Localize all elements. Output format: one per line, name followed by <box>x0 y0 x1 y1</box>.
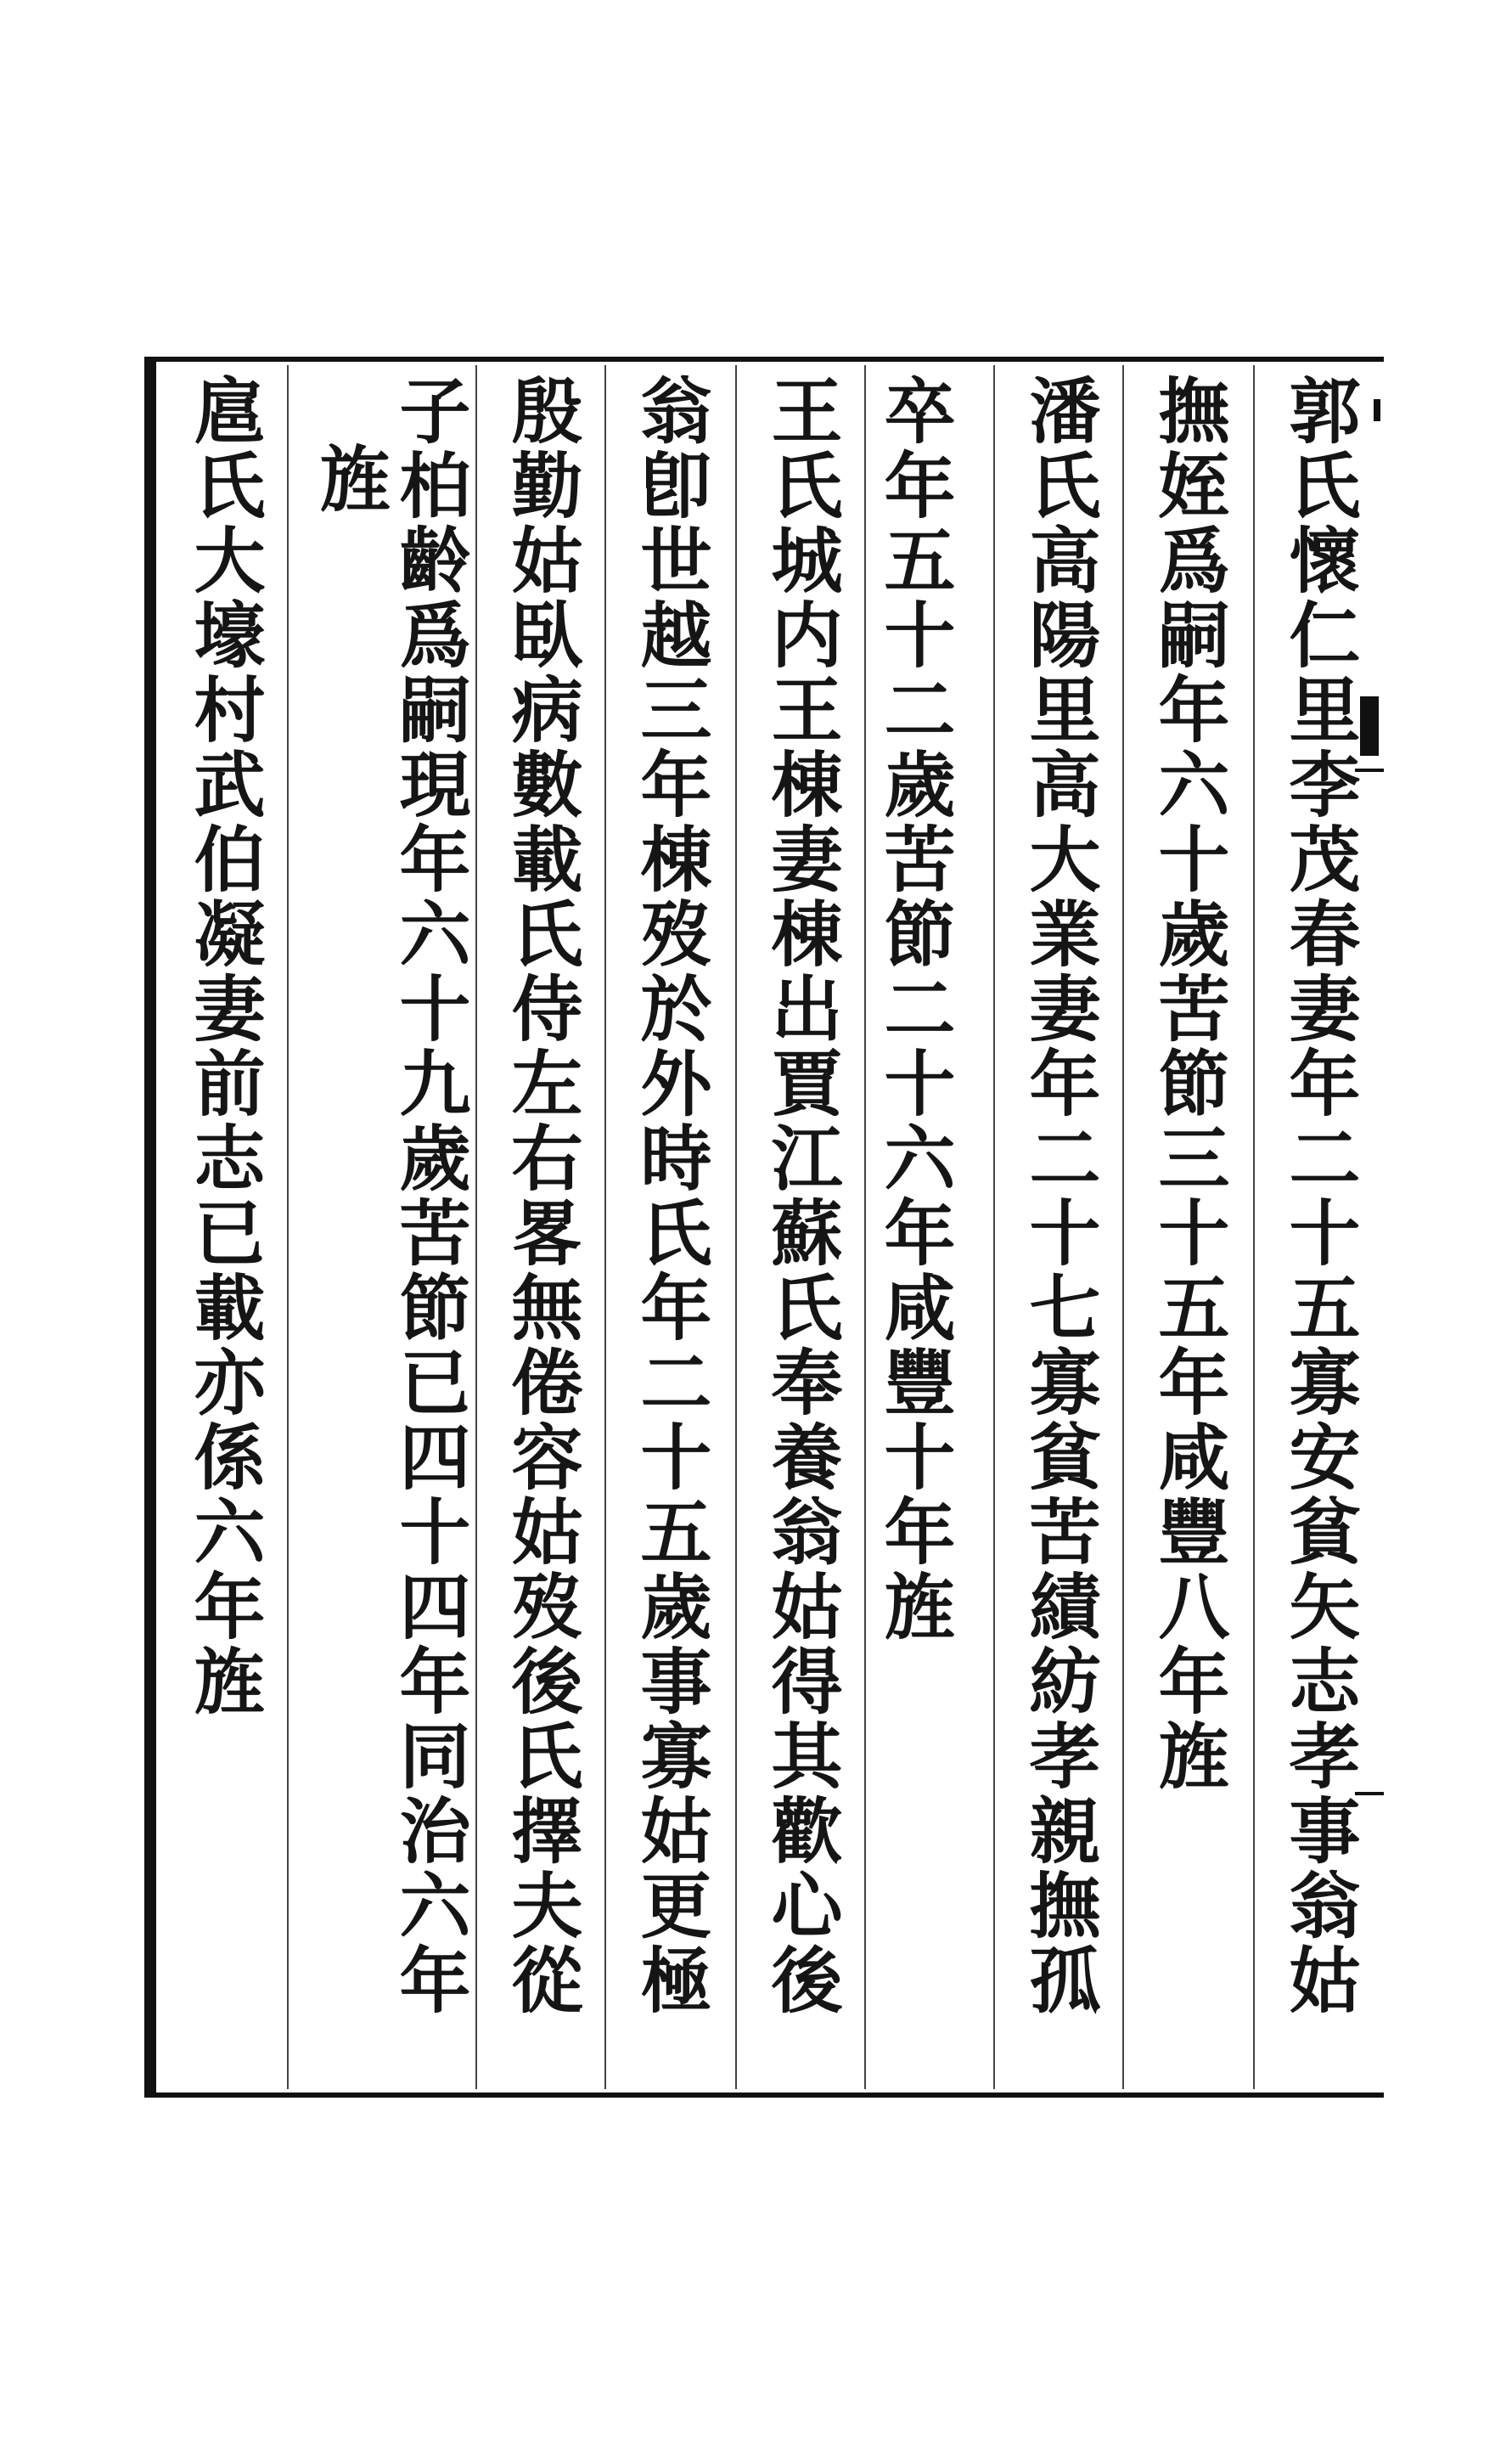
column-rule <box>993 365 995 2089</box>
column-rule <box>604 365 606 2089</box>
column-rule <box>1253 365 1255 2089</box>
column-text: 子柏齡爲嗣現年六十九歲苦節已四十四年同治六年 <box>388 374 472 2018</box>
text-column-4 <box>873 374 978 2098</box>
text-column-1 <box>1272 374 1367 2098</box>
honor-mark: 旌 <box>873 1569 957 1644</box>
honor-mark: 旌 <box>1147 1719 1231 1794</box>
text-column-6 <box>623 374 718 2098</box>
honor-mark: 旌 <box>183 1644 267 1719</box>
text-column-3 <box>1012 374 1107 2098</box>
text-column-5 <box>754 374 849 2098</box>
column-rule <box>1122 365 1124 2089</box>
column-text: 王氏城内王棟妻棟出賈江蘇氏奉養翁姑得其歡心後 <box>760 374 844 2018</box>
column-text: 殷勤姑臥病數載氏侍左右畧無倦容姑歿後氏擇夫從 <box>500 374 584 2018</box>
column-text: 撫姪爲嗣年六十歲苦節三十五年咸豐八年 <box>1147 374 1231 1719</box>
column-text: 扈氏大壕村武伯凝妻前志已載亦係六年 <box>183 374 267 1644</box>
column-text: 郭氏懷仁里李茂春妻年二十五寡安貧矢志孝事翁姑 <box>1278 374 1362 2018</box>
frame-edge-mark <box>1374 399 1380 421</box>
column-text: 潘氏高陽里高大業妻年二十七寡貧苦績紡孝親撫孤 <box>1018 374 1102 2018</box>
text-column-10 <box>177 374 272 2098</box>
column-text: 翁卽世越三年棟歿於外時氏年二十五歲事寡姑更極 <box>629 374 713 2018</box>
column-rule <box>287 365 289 2089</box>
text-column-7 <box>494 374 589 2098</box>
column-text: 卒年五十二歲苦節二十六年咸豐十年 <box>873 374 957 1569</box>
text-column-9 <box>302 442 397 2166</box>
column-rule <box>735 365 737 2089</box>
text-column-2 <box>1141 374 1236 2098</box>
honor-mark: 旌 <box>308 442 392 516</box>
